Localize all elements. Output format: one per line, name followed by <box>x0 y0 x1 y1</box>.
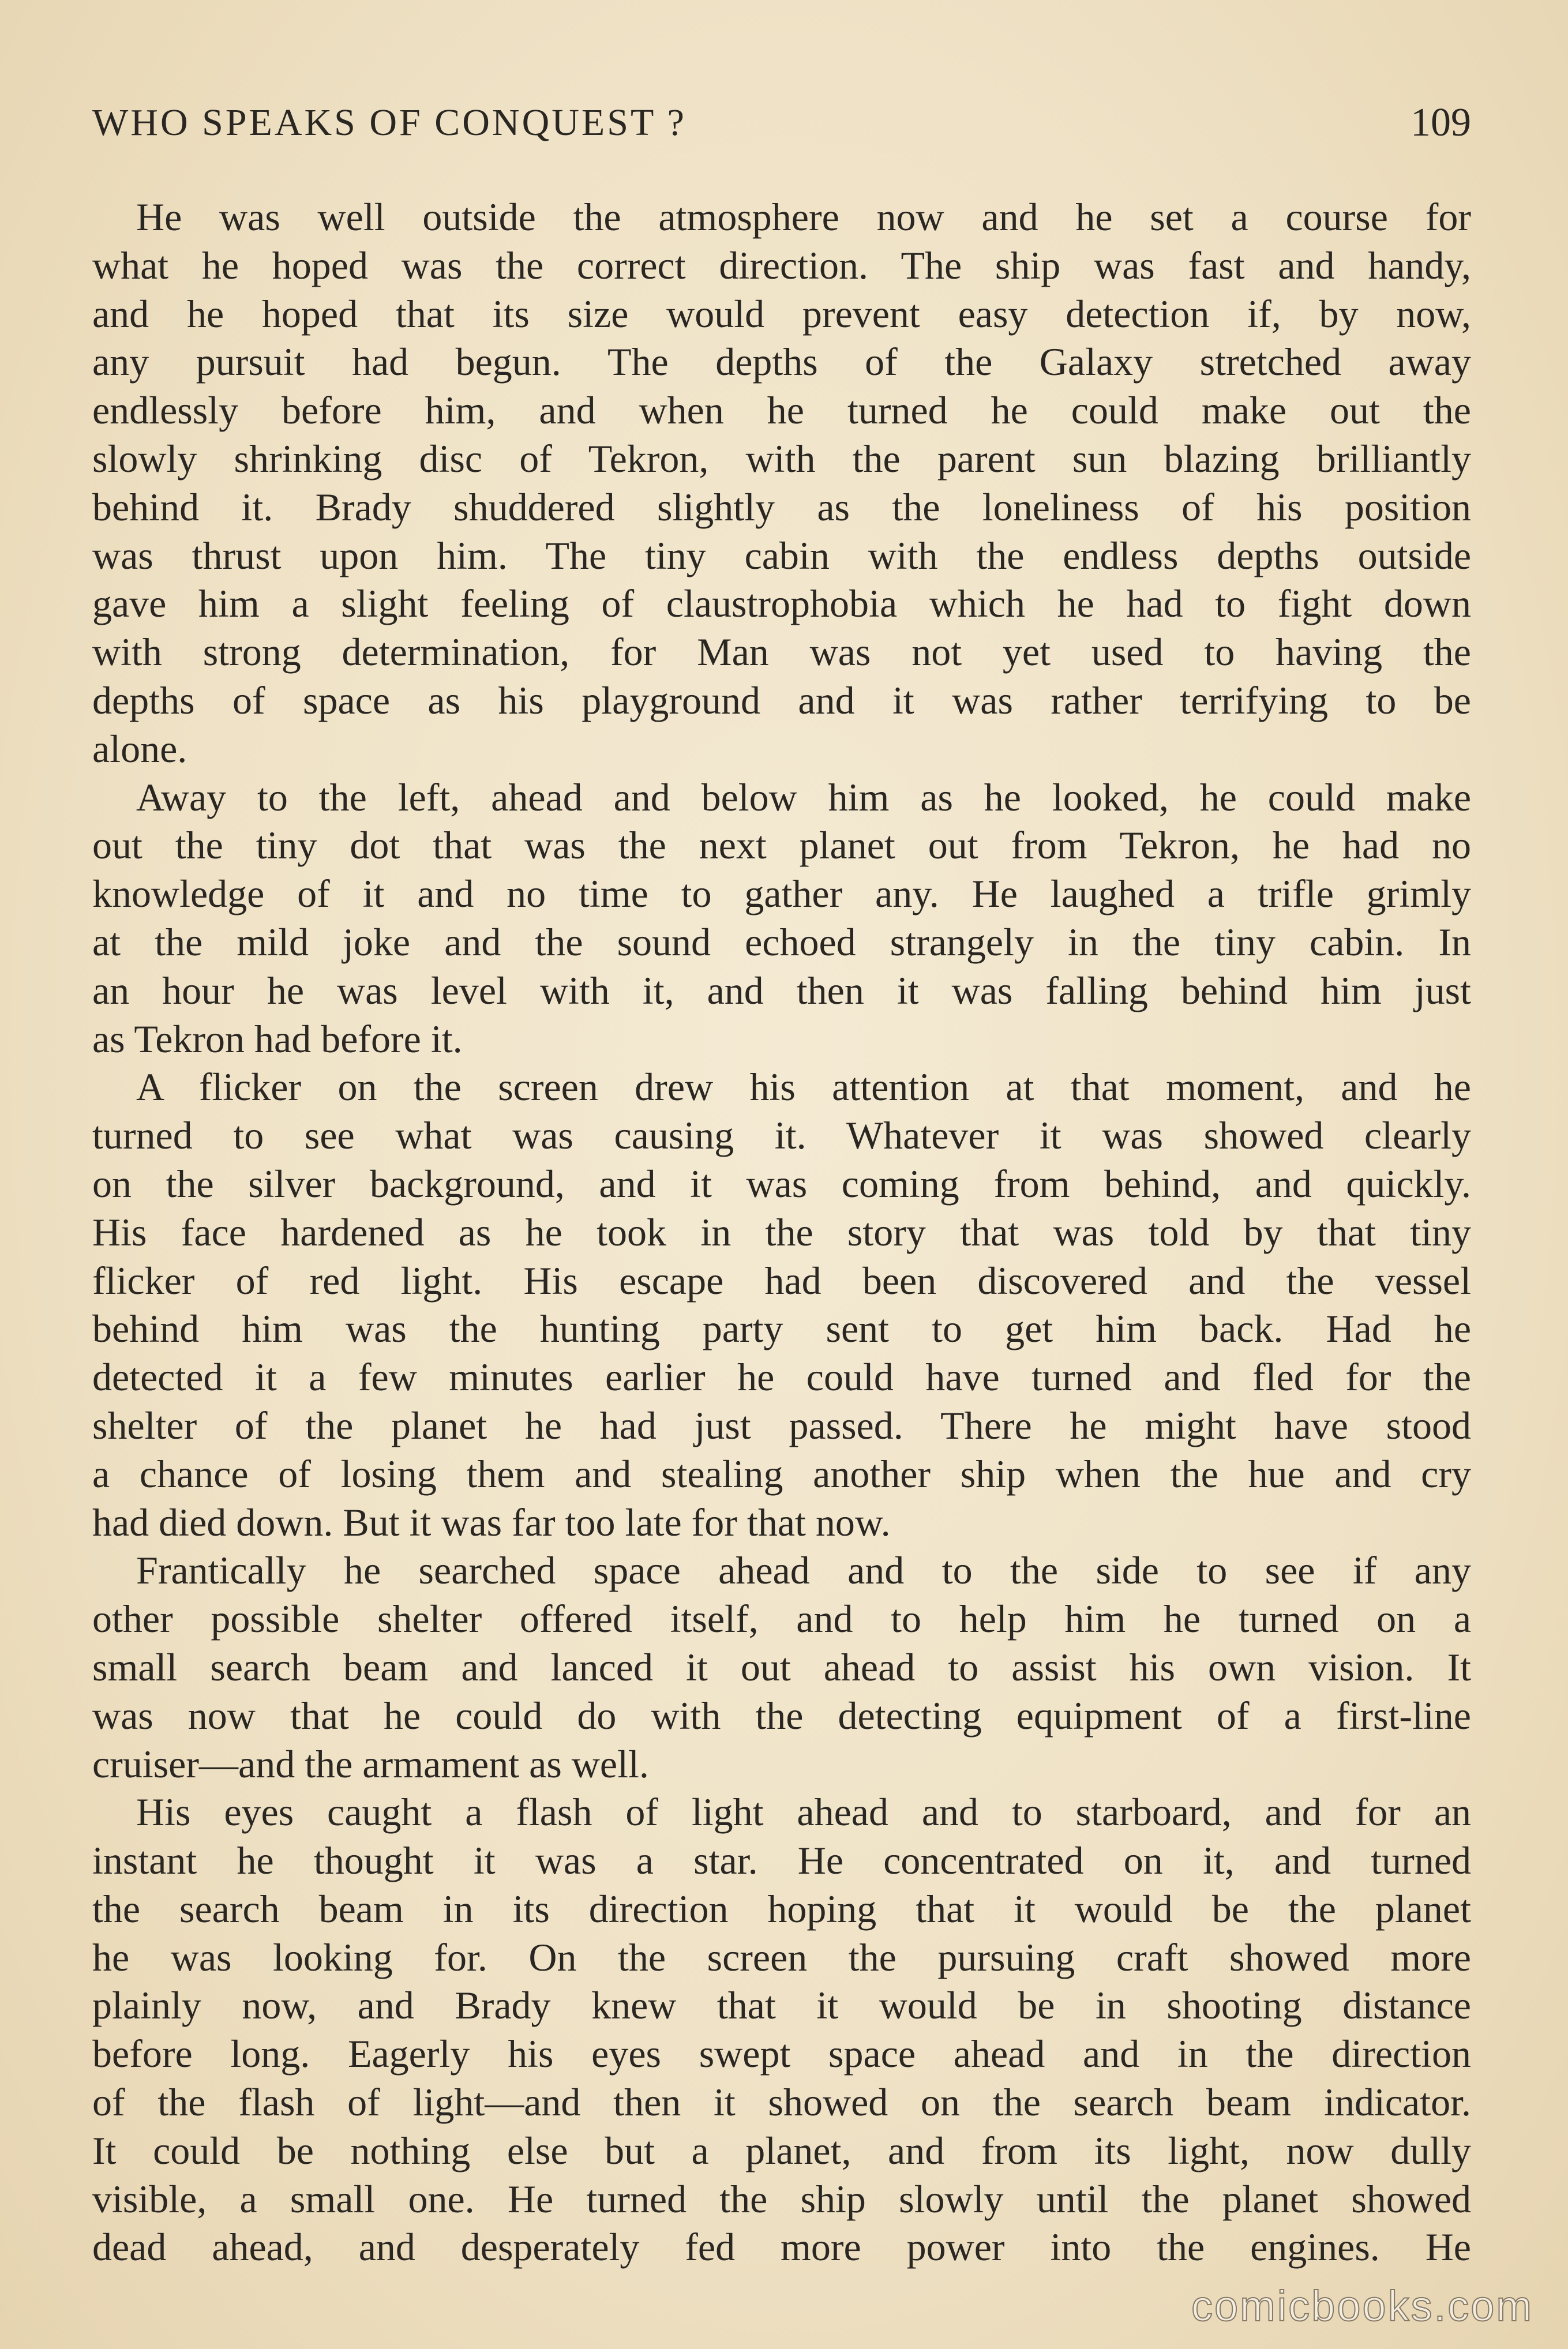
text-line: with strong determination, for Man was not yet used to having the <box>92 630 1471 674</box>
text-line: He was well outside the atmosphere now and he set a course for <box>136 195 1471 239</box>
page-header <box>92 97 1471 149</box>
text-line: and he hoped that its size would prevent easy detection if, by now, <box>92 291 1471 336</box>
text-line: at the mild joke and the sound echoed strangely in the tiny cabin. In <box>92 920 1471 964</box>
text-line: detected it a few minutes earlier he could have turned and fled for the <box>92 1355 1471 1399</box>
text-line: a chance of losing them and stealing another ship when the hue and cry <box>92 1451 1471 1496</box>
text-line: behind it. Brady shuddered slightly as the loneliness of his position <box>92 485 1471 529</box>
text-line: depths of space as his playground and it was rather terrifying to be <box>92 678 1471 722</box>
text-line: small search beam and lanced it out ahead to assist his own vision. It <box>92 1645 1471 1689</box>
text-line: slowly shrinking disc of Tekron, with the parent sun blazing brilliantly <box>92 436 1471 481</box>
text-line: shelter of the planet he had just passed. There he might have stood <box>92 1403 1471 1447</box>
text-line: before long. Eagerly his eyes swept space ahead and in the direction <box>92 2032 1471 2076</box>
text-line: Frantically he searched space ahead and to the side to see if any <box>136 1548 1471 1593</box>
text-line: plainly now, and Brady knew that it would be in shooting distance <box>92 1983 1471 2028</box>
text-line: was now that he could do with the detecting equipment of a first-line <box>92 1693 1471 1738</box>
text-line: was thrust upon him. The tiny cabin with the endless depths outside <box>92 533 1471 577</box>
text-line: dead ahead, and desperately fed more power into the engines. He <box>92 2225 1471 2269</box>
text-line: knowledge of it and no time to gather any. He laughed a trifle grimly <box>92 872 1471 916</box>
text-line: any pursuit had begun. The depths of the Galaxy stretched away <box>92 340 1471 384</box>
text-line: other possible shelter offered itself, and to help him he turned on a <box>92 1597 1471 1641</box>
text-line: out the tiny dot that was the next planet out from Tekron, he had no <box>92 823 1471 868</box>
text-line: A flicker on the screen drew his attention at that moment, and he <box>136 1065 1471 1109</box>
running-head: WHO SPEAKS OF CONQUEST ? <box>92 102 687 144</box>
text-line: he was looking for. On the screen the pursuing craft showed more <box>92 1935 1471 1979</box>
text-line: had died down. But it was far too late for that now. <box>92 1500 891 1544</box>
page-number: 109 <box>1411 100 1471 145</box>
watermark: comicbooks.com <box>1191 2282 1533 2330</box>
text-line: as Tekron had before it. <box>92 1016 463 1061</box>
text-line: flicker of red light. His escape had been discovered and the vessel <box>92 1258 1471 1303</box>
text-line: endlessly before him, and when he turned he could make out the <box>92 388 1471 433</box>
text-line: the search beam in its direction hoping that it would be the planet <box>92 1886 1471 1931</box>
text-line: gave him a slight feeling of claustrophobia which he had to fight down <box>92 581 1471 626</box>
text-line: cruiser—and the armament as well. <box>92 1742 649 1786</box>
text-line: of the flash of light—and then it showed on the search beam indicator. <box>92 2080 1471 2125</box>
text-line: instant he thought it was a star. He concentrated on it, and turned <box>92 1838 1471 1883</box>
text-line: alone. <box>92 726 187 771</box>
text-line: an hour he was level with it, and then it was falling behind him just <box>92 968 1471 1012</box>
body-text <box>92 193 1471 2272</box>
text-line: Away to the left, ahead and below him as he looked, he could make <box>136 775 1471 819</box>
text-line: His eyes caught a flash of light ahead and to starboard, and for an <box>136 1790 1471 1834</box>
text-line: visible, a small one. He turned the ship slowly until the planet showed <box>92 2177 1471 2221</box>
text-line: on the silver background, and it was coming from behind, and quickly. <box>92 1161 1471 1206</box>
text-line: It could be nothing else but a planet, and from its light, now dully <box>92 2128 1471 2172</box>
text-line: what he hoped was the correct direction. The ship was fast and handy, <box>92 243 1471 287</box>
text-line: behind him was the hunting party sent to get him back. Had he <box>92 1307 1471 1351</box>
text-line: turned to see what was causing it. Whatever it was showed clearly <box>92 1113 1471 1158</box>
text-line: His face hardened as he took in the story that was told by that tiny <box>92 1210 1471 1254</box>
